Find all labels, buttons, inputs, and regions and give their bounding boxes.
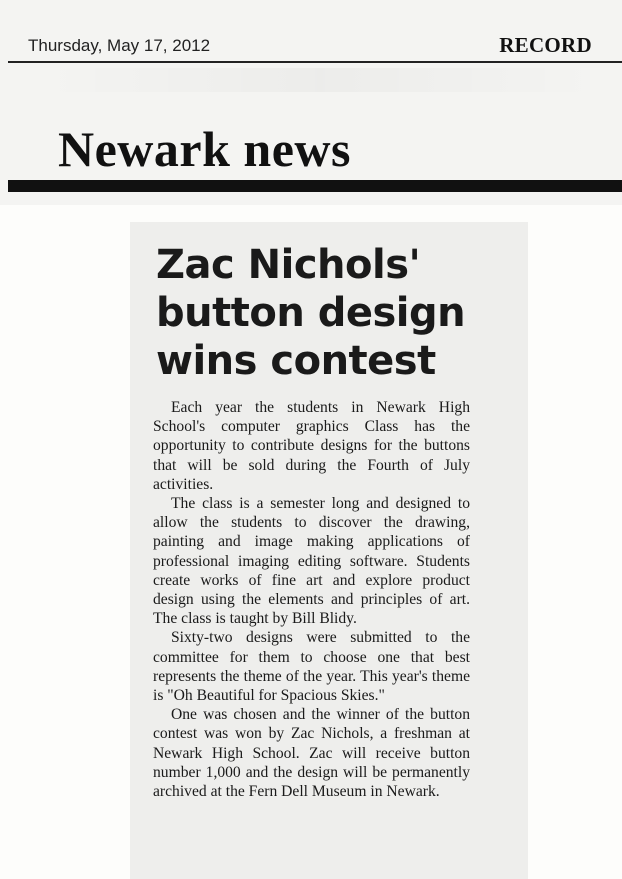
headline-line: button design: [156, 290, 466, 336]
section-rule: [8, 180, 622, 192]
masthead: [0, 0, 622, 205]
masthead-rule: [8, 61, 622, 63]
article-paragraph: One was chosen and the winner of the button contest was won by Zac Nichols, a freshman at Newark High School. Zac will receive button number 1,000 and the design will be permanently archived at the Fern Dell Museum in Newark.: [153, 706, 470, 801]
section-title: Newark news: [58, 121, 351, 177]
bleed-through-shadow: [40, 68, 600, 92]
article-paragraph: Sixty-two designs were submitted to the committee for them to choose one that best represents the theme of the year. This year's theme is "Oh Beautiful for Spacious Skies.": [153, 629, 470, 705]
article-headline: [156, 241, 496, 385]
headline-line: Zac Nichols': [156, 242, 421, 288]
article-paragraph: Each year the students in Newark High School's computer graphics Class has the opportunity to contribute designs for the buttons that will be sold during the Fourth of July activities.: [153, 399, 470, 493]
article-body: [153, 398, 470, 801]
headline-line: wins contest: [156, 338, 436, 384]
newspaper-name: RECORD: [499, 33, 592, 57]
article-paragraph: The class is a semester long and designed to allow the students to discover the drawing, painting and image making applications of professional imaging editing software. Students create works of fine art and explore product design using the elements and principles of art. The class is taught by Bill Blidy.: [153, 495, 470, 628]
publication-date: Thursday, May 17, 2012: [28, 36, 211, 55]
